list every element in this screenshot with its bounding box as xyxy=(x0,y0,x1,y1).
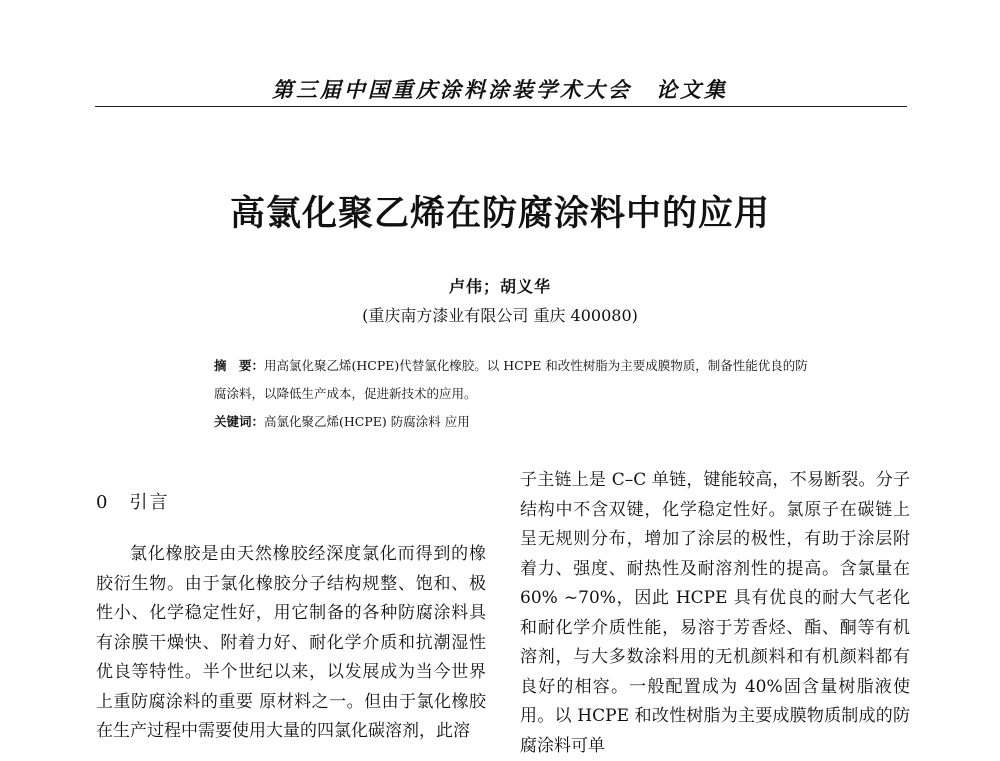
left-column xyxy=(96,540,486,747)
left-paragraph: 氯化橡胶是由天然橡胶经深度氯化而得到的橡胶衍生物。由于氯化橡胶分子结构规整、饱和、极性小、化学稳定性好，用它制备的各种防腐涂料具有涂膜干燥快、附着力好、耐化学介质和抗潮湿性优良等特性。半个世纪以来，以发展成为当今世界上重防腐涂料的重要 原材料之一。但由于氯化橡胶在生产过程中需要使用大量的四氯化碳溶剂，此溶 xyxy=(96,544,486,741)
right-paragraph: 子主链上是 C–C 单链，键能较高，不易断裂。分子结构中不含双键，化学稳定性好。氯原子在碳链上呈无规则分布，增加了涂层的极性，有助于涂层附着力、强度、耐热性及耐溶剂性的提高。含氯量在 60% ~70%，因此 HCPE 具有优良的耐大气老化和耐化学介质性能，易溶于芳香烃、酯、酮等有机溶剂，与大多数涂料用的无机颜料和有机颜料都有良好的相容。一般配置成为 40%固含量树脂液使用。以 HCPE 和改性树脂为主要成膜物质制成的防腐涂料可单 xyxy=(520,470,910,756)
paper-title: 高氯化聚乙烯在防腐涂料中的应用 xyxy=(229,193,770,234)
abstract-text: 用高氯化聚乙烯(HCPE)代替氯化橡胶。以 HCPE 和改性树脂为主要成膜物质，制备性能优良的防腐涂料，以降低生产成本，促进新技术的应用。 xyxy=(214,358,808,401)
keywords-label: 关键词： xyxy=(214,414,265,429)
section-heading: 0 引言 xyxy=(96,492,170,513)
running-header: 第三届中国重庆涂料涂装学术大会 论文集 xyxy=(272,77,728,102)
keywords xyxy=(214,408,814,436)
header-rule xyxy=(95,106,907,107)
abstract-label: 摘 要： xyxy=(214,358,265,373)
keywords-text: 高氯化聚乙烯(HCPE) 防腐涂料 应用 xyxy=(264,414,470,429)
paper-authors: 卢伟；胡义华 xyxy=(448,277,551,296)
abstract xyxy=(214,352,814,408)
abstract-block xyxy=(214,352,814,436)
paper-affiliation: (重庆南方漆业有限公司 重庆 400080) xyxy=(362,306,638,325)
right-column xyxy=(520,466,910,761)
